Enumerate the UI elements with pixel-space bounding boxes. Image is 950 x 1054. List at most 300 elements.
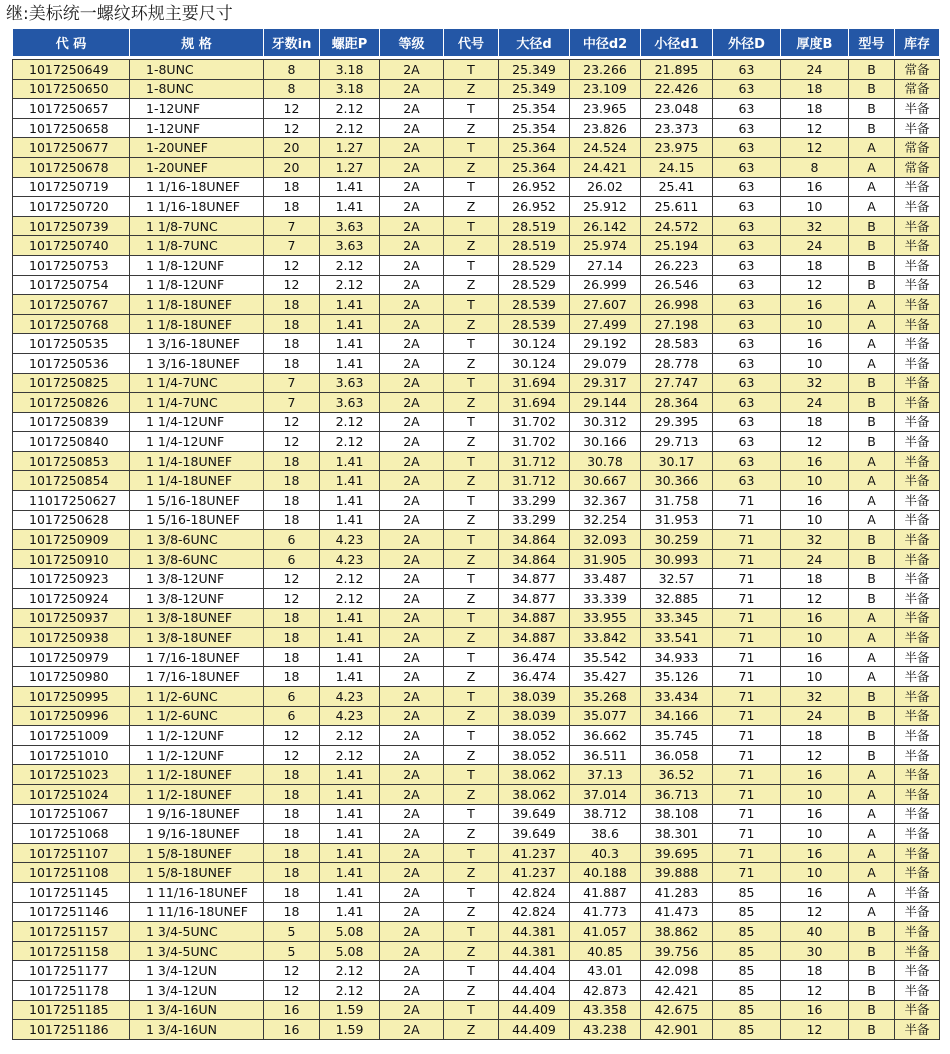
table-cell: A bbox=[849, 197, 895, 217]
table-cell: 26.02 bbox=[570, 177, 641, 197]
table-row bbox=[13, 197, 940, 217]
table-cell: 2.12 bbox=[320, 961, 380, 981]
table-cell: 1 1/4-18UNEF bbox=[130, 471, 264, 491]
table-cell: 39.649 bbox=[499, 804, 570, 824]
table-cell: 20 bbox=[264, 157, 320, 177]
table-cell: 31.702 bbox=[499, 432, 570, 452]
table-cell: 4.23 bbox=[320, 549, 380, 569]
table-cell: 42.824 bbox=[499, 902, 570, 922]
table-cell: 6 bbox=[264, 530, 320, 550]
table-cell: 18 bbox=[264, 314, 320, 334]
table-cell: 18 bbox=[781, 726, 849, 746]
table-cell: 34.166 bbox=[641, 706, 713, 726]
table-cell: 1 1/2-12UNF bbox=[130, 745, 264, 765]
table-cell: 2A bbox=[380, 295, 444, 315]
table-cell: 12 bbox=[264, 589, 320, 609]
table-cell: 36.52 bbox=[641, 765, 713, 785]
table-cell: Z bbox=[444, 353, 499, 373]
table-cell: 37.014 bbox=[570, 784, 641, 804]
table-cell: 3.63 bbox=[320, 373, 380, 393]
table-cell: 18 bbox=[264, 334, 320, 354]
table-cell: 26.142 bbox=[570, 216, 641, 236]
table-cell: 1 1/8-12UNF bbox=[130, 275, 264, 295]
table-cell: 2A bbox=[380, 922, 444, 942]
table-cell: 71 bbox=[713, 608, 781, 628]
table-cell: 半备 bbox=[895, 961, 940, 981]
table-cell: 1.41 bbox=[320, 628, 380, 648]
table-cell: 5.08 bbox=[320, 922, 380, 942]
table-cell: 1.41 bbox=[320, 784, 380, 804]
table-cell: 1017250996 bbox=[13, 706, 130, 726]
table-cell: 1017250628 bbox=[13, 510, 130, 530]
table-cell: 40.188 bbox=[570, 863, 641, 883]
table-cell: 4.23 bbox=[320, 687, 380, 707]
table-cell: A bbox=[849, 314, 895, 334]
table-cell: 42.421 bbox=[641, 980, 713, 1000]
table-cell: 1 1/8-7UNC bbox=[130, 236, 264, 256]
table-cell: 2.12 bbox=[320, 432, 380, 452]
table-cell: 6 bbox=[264, 549, 320, 569]
table-cell: 33.955 bbox=[570, 608, 641, 628]
table-cell: 1 5/16-18UNEF bbox=[130, 491, 264, 511]
table-cell: 2.12 bbox=[320, 745, 380, 765]
table-cell: 63 bbox=[713, 157, 781, 177]
table-cell: 28.364 bbox=[641, 393, 713, 413]
table-cell: A bbox=[849, 491, 895, 511]
table-cell: 25.364 bbox=[499, 157, 570, 177]
table-cell: 41.283 bbox=[641, 882, 713, 902]
table-cell: 38.052 bbox=[499, 745, 570, 765]
column-header: 库存 bbox=[895, 29, 940, 57]
table-cell: 43.01 bbox=[570, 961, 641, 981]
table-cell: 2A bbox=[380, 275, 444, 295]
table-cell: T bbox=[444, 177, 499, 197]
table-cell: 1017250938 bbox=[13, 628, 130, 648]
table-cell: 25.349 bbox=[499, 79, 570, 99]
table-cell: 2A bbox=[380, 784, 444, 804]
table-cell: 1017250980 bbox=[13, 667, 130, 687]
table-cell: 3.63 bbox=[320, 216, 380, 236]
table-cell: 12 bbox=[264, 569, 320, 589]
table-cell: 24 bbox=[781, 706, 849, 726]
table-cell: 28.529 bbox=[499, 255, 570, 275]
table-cell: 1017250826 bbox=[13, 393, 130, 413]
column-header: 牙数in bbox=[264, 29, 320, 57]
table-cell: 2A bbox=[380, 1020, 444, 1040]
table-cell: 38.039 bbox=[499, 687, 570, 707]
table-cell: 29.144 bbox=[570, 393, 641, 413]
table-cell: Z bbox=[444, 667, 499, 687]
table-row bbox=[13, 118, 940, 138]
table-cell: 25.354 bbox=[499, 118, 570, 138]
table-cell: B bbox=[849, 432, 895, 452]
table-cell: 32.885 bbox=[641, 589, 713, 609]
table-cell: 12 bbox=[264, 726, 320, 746]
table-cell: 2A bbox=[380, 804, 444, 824]
table-cell: 常备 bbox=[895, 138, 940, 158]
table-cell: 27.499 bbox=[570, 314, 641, 334]
table-cell: 63 bbox=[713, 275, 781, 295]
table-row bbox=[13, 745, 940, 765]
table-cell: 32 bbox=[781, 530, 849, 550]
table-row bbox=[13, 373, 940, 393]
table-cell: 7 bbox=[264, 216, 320, 236]
table-cell: A bbox=[849, 471, 895, 491]
table-cell: 12 bbox=[264, 99, 320, 119]
table-cell: 42.901 bbox=[641, 1020, 713, 1040]
table-cell: 38.062 bbox=[499, 765, 570, 785]
table-cell: 2A bbox=[380, 706, 444, 726]
table-cell: A bbox=[849, 824, 895, 844]
table-cell: 18 bbox=[264, 863, 320, 883]
table-cell: 63 bbox=[713, 216, 781, 236]
table-cell: 18 bbox=[781, 961, 849, 981]
table-cell: 44.381 bbox=[499, 941, 570, 961]
table-cell: 30.667 bbox=[570, 471, 641, 491]
table-cell: 26.546 bbox=[641, 275, 713, 295]
table-cell: 1017250753 bbox=[13, 255, 130, 275]
table-cell: 8 bbox=[264, 60, 320, 80]
table-cell: 半备 bbox=[895, 412, 940, 432]
table-cell: 30.124 bbox=[499, 353, 570, 373]
table-cell: Z bbox=[444, 275, 499, 295]
table-cell: 1.41 bbox=[320, 334, 380, 354]
table-cell: 2A bbox=[380, 608, 444, 628]
table-row bbox=[13, 60, 940, 80]
table-cell: T bbox=[444, 216, 499, 236]
table-cell: 1 1/2-6UNC bbox=[130, 687, 264, 707]
table-cell: 31.905 bbox=[570, 549, 641, 569]
table-cell: 34.864 bbox=[499, 530, 570, 550]
table-cell: 39.695 bbox=[641, 843, 713, 863]
table-cell: 25.364 bbox=[499, 138, 570, 158]
table-cell: 4.23 bbox=[320, 706, 380, 726]
table-cell: 23.266 bbox=[570, 60, 641, 80]
table-cell: 26.952 bbox=[499, 177, 570, 197]
table-cell: T bbox=[444, 530, 499, 550]
table-cell: 1 1/8-18UNEF bbox=[130, 314, 264, 334]
table-cell: 35.077 bbox=[570, 706, 641, 726]
table-cell: 25.354 bbox=[499, 99, 570, 119]
table-cell: 2A bbox=[380, 157, 444, 177]
table-cell: 30.78 bbox=[570, 451, 641, 471]
table-cell: T bbox=[444, 647, 499, 667]
table-row bbox=[13, 412, 940, 432]
table-cell: 71 bbox=[713, 765, 781, 785]
table-cell: 1.41 bbox=[320, 197, 380, 217]
table-cell: 2A bbox=[380, 451, 444, 471]
table-cell: 2A bbox=[380, 902, 444, 922]
table-cell: 32.254 bbox=[570, 510, 641, 530]
table-cell: 1 11/16-18UNEF bbox=[130, 902, 264, 922]
table-row bbox=[13, 1020, 940, 1040]
table-cell: 30.17 bbox=[641, 451, 713, 471]
table-cell: T bbox=[444, 608, 499, 628]
table-cell: 半备 bbox=[895, 922, 940, 942]
table-cell: B bbox=[849, 275, 895, 295]
table-cell: 16 bbox=[781, 491, 849, 511]
table-cell: Z bbox=[444, 432, 499, 452]
table-cell: 7 bbox=[264, 393, 320, 413]
table-cell: 33.434 bbox=[641, 687, 713, 707]
table-row bbox=[13, 922, 940, 942]
table-row bbox=[13, 255, 940, 275]
table-cell: 33.299 bbox=[499, 510, 570, 530]
table-row bbox=[13, 491, 940, 511]
table-cell: B bbox=[849, 1020, 895, 1040]
table-cell: 8 bbox=[781, 157, 849, 177]
table-cell: 37.13 bbox=[570, 765, 641, 785]
table-row bbox=[13, 667, 940, 687]
table-cell: T bbox=[444, 569, 499, 589]
table-cell: 1.59 bbox=[320, 1000, 380, 1020]
table-cell: 12 bbox=[264, 432, 320, 452]
table-cell: 半备 bbox=[895, 843, 940, 863]
table-cell: Z bbox=[444, 79, 499, 99]
column-header: 型号 bbox=[849, 29, 895, 57]
table-cell: 半备 bbox=[895, 275, 940, 295]
table-cell: 32.57 bbox=[641, 569, 713, 589]
column-header: 外径D bbox=[713, 29, 781, 57]
table-cell: Z bbox=[444, 902, 499, 922]
table-cell: 63 bbox=[713, 255, 781, 275]
table-cell: 2.12 bbox=[320, 412, 380, 432]
table-cell: 2A bbox=[380, 373, 444, 393]
table-cell: 29.713 bbox=[641, 432, 713, 452]
table-cell: 27.14 bbox=[570, 255, 641, 275]
table-cell: 1017250768 bbox=[13, 314, 130, 334]
table-cell: A bbox=[849, 882, 895, 902]
table-cell: 半备 bbox=[895, 589, 940, 609]
table-cell: 半备 bbox=[895, 295, 940, 315]
table-cell: 半备 bbox=[895, 1000, 940, 1020]
table-cell: 44.404 bbox=[499, 961, 570, 981]
table-row bbox=[13, 863, 940, 883]
table-cell: 半备 bbox=[895, 608, 940, 628]
table-cell: 1017250825 bbox=[13, 373, 130, 393]
table-cell: 1017251158 bbox=[13, 941, 130, 961]
table-cell: 半备 bbox=[895, 980, 940, 1000]
table-cell: 1017250678 bbox=[13, 157, 130, 177]
table-cell: 2A bbox=[380, 216, 444, 236]
table-cell: 4.23 bbox=[320, 530, 380, 550]
table-cell: 23.048 bbox=[641, 99, 713, 119]
table-cell: 33.299 bbox=[499, 491, 570, 511]
table-cell: 25.912 bbox=[570, 197, 641, 217]
table-cell: 38.301 bbox=[641, 824, 713, 844]
table-cell: 3.63 bbox=[320, 393, 380, 413]
table-cell: 23.965 bbox=[570, 99, 641, 119]
table-cell: 26.999 bbox=[570, 275, 641, 295]
table-cell: 24.572 bbox=[641, 216, 713, 236]
table-cell: 1 1/4-7UNC bbox=[130, 393, 264, 413]
table-cell: 33.842 bbox=[570, 628, 641, 648]
table-cell: 28.778 bbox=[641, 353, 713, 373]
table-cell: 12 bbox=[781, 745, 849, 765]
table-cell: 1.41 bbox=[320, 510, 380, 530]
table-cell: 63 bbox=[713, 451, 781, 471]
table-cell: 2A bbox=[380, 432, 444, 452]
table-cell: 半备 bbox=[895, 255, 940, 275]
table-cell: T bbox=[444, 687, 499, 707]
table-cell: 27.607 bbox=[570, 295, 641, 315]
table-cell: 1 1/16-18UNEF bbox=[130, 197, 264, 217]
table-row bbox=[13, 726, 940, 746]
table-cell: 半备 bbox=[895, 451, 940, 471]
table-row bbox=[13, 432, 940, 452]
table-cell: 24.15 bbox=[641, 157, 713, 177]
table-cell: 44.409 bbox=[499, 1020, 570, 1040]
table-cell: 30.166 bbox=[570, 432, 641, 452]
table-cell: 1017251185 bbox=[13, 1000, 130, 1020]
table-cell: 41.773 bbox=[570, 902, 641, 922]
table-cell: 2.12 bbox=[320, 275, 380, 295]
table-row bbox=[13, 608, 940, 628]
column-header: 小径d1 bbox=[641, 29, 713, 57]
table-cell: 常备 bbox=[895, 79, 940, 99]
table-cell: 30 bbox=[781, 941, 849, 961]
table-cell: 34.877 bbox=[499, 589, 570, 609]
table-cell: 26.223 bbox=[641, 255, 713, 275]
table-cell: 25.974 bbox=[570, 236, 641, 256]
table-cell: T bbox=[444, 255, 499, 275]
table-cell: 1-12UNF bbox=[130, 99, 264, 119]
table-cell: B bbox=[849, 589, 895, 609]
table-cell: T bbox=[444, 373, 499, 393]
table-cell: 2A bbox=[380, 412, 444, 432]
table-cell: 35.268 bbox=[570, 687, 641, 707]
table-cell: 1017250909 bbox=[13, 530, 130, 550]
table-cell: 10 bbox=[781, 863, 849, 883]
table-cell: B bbox=[849, 99, 895, 119]
table-cell: 44.381 bbox=[499, 922, 570, 942]
table-cell: 1.41 bbox=[320, 353, 380, 373]
table-cell: B bbox=[849, 236, 895, 256]
table-cell: 1 9/16-18UNEF bbox=[130, 824, 264, 844]
table-cell: 36.058 bbox=[641, 745, 713, 765]
table-row bbox=[13, 882, 940, 902]
table-cell: 41.237 bbox=[499, 863, 570, 883]
table-cell: Z bbox=[444, 1020, 499, 1040]
table-cell: 18 bbox=[264, 647, 320, 667]
table-cell: B bbox=[849, 549, 895, 569]
table-cell: 31.694 bbox=[499, 393, 570, 413]
table-cell: 28.539 bbox=[499, 295, 570, 315]
table-cell: 23.109 bbox=[570, 79, 641, 99]
table-cell: Z bbox=[444, 236, 499, 256]
table-cell: 常备 bbox=[895, 157, 940, 177]
table-cell: 1 3/8-6UNC bbox=[130, 549, 264, 569]
table-cell: 2.12 bbox=[320, 726, 380, 746]
table-cell: 1.41 bbox=[320, 667, 380, 687]
table-cell: 1017251146 bbox=[13, 902, 130, 922]
table-cell: 63 bbox=[713, 236, 781, 256]
table-cell: 24.421 bbox=[570, 157, 641, 177]
table-cell: 25.41 bbox=[641, 177, 713, 197]
table-cell: 18 bbox=[264, 608, 320, 628]
table-cell: 10 bbox=[781, 471, 849, 491]
table-cell: 1017251157 bbox=[13, 922, 130, 942]
table-cell: 2.12 bbox=[320, 589, 380, 609]
table-cell: 16 bbox=[781, 177, 849, 197]
table-cell: 1 1/4-7UNC bbox=[130, 373, 264, 393]
table-cell: 半备 bbox=[895, 804, 940, 824]
table-cell: 1017250650 bbox=[13, 79, 130, 99]
table-cell: 42.098 bbox=[641, 961, 713, 981]
table-cell: 10 bbox=[781, 353, 849, 373]
table-cell: 18 bbox=[264, 824, 320, 844]
table-cell: 63 bbox=[713, 99, 781, 119]
table-cell: 63 bbox=[713, 471, 781, 491]
table-cell: 半备 bbox=[895, 569, 940, 589]
table-cell: B bbox=[849, 118, 895, 138]
table-cell: 24 bbox=[781, 236, 849, 256]
table-cell: 5.08 bbox=[320, 941, 380, 961]
table-cell: 半备 bbox=[895, 393, 940, 413]
table-cell: 1017251023 bbox=[13, 765, 130, 785]
table-row bbox=[13, 295, 940, 315]
column-header: 中径d2 bbox=[570, 29, 641, 57]
table-cell: 1-12UNF bbox=[130, 118, 264, 138]
table-cell: 27.747 bbox=[641, 373, 713, 393]
table-cell: 半备 bbox=[895, 902, 940, 922]
table-row bbox=[13, 804, 940, 824]
table-cell: 26.952 bbox=[499, 197, 570, 217]
table-cell: 2A bbox=[380, 177, 444, 197]
table-cell: 1.41 bbox=[320, 882, 380, 902]
table-cell: 12 bbox=[781, 1020, 849, 1040]
table-cell: 1017250854 bbox=[13, 471, 130, 491]
table-row bbox=[13, 157, 940, 177]
table-cell: 1017251067 bbox=[13, 804, 130, 824]
table-cell: 25.349 bbox=[499, 60, 570, 80]
table-cell: B bbox=[849, 687, 895, 707]
table-cell: Z bbox=[444, 863, 499, 883]
table-cell: 85 bbox=[713, 922, 781, 942]
table-cell: 2A bbox=[380, 510, 444, 530]
table-cell: 18 bbox=[264, 784, 320, 804]
table-cell: Z bbox=[444, 471, 499, 491]
table-cell: 10 bbox=[781, 667, 849, 687]
table-cell: 18 bbox=[264, 471, 320, 491]
table-cell: 10 bbox=[781, 510, 849, 530]
table-cell: 1.41 bbox=[320, 471, 380, 491]
table-row bbox=[13, 79, 940, 99]
table-cell: 2A bbox=[380, 843, 444, 863]
table-cell: A bbox=[849, 843, 895, 863]
table-cell: 2A bbox=[380, 824, 444, 844]
table-cell: 30.366 bbox=[641, 471, 713, 491]
table-cell: 1.41 bbox=[320, 804, 380, 824]
table-cell: 31.712 bbox=[499, 471, 570, 491]
table-cell: 12 bbox=[781, 138, 849, 158]
table-cell: 20 bbox=[264, 138, 320, 158]
table-cell: 1017251068 bbox=[13, 824, 130, 844]
table-cell: 1017250677 bbox=[13, 138, 130, 158]
table-cell: 半备 bbox=[895, 941, 940, 961]
table-cell: A bbox=[849, 863, 895, 883]
table-cell: 1 3/8-18UNEF bbox=[130, 608, 264, 628]
table-cell: 16 bbox=[264, 1000, 320, 1020]
table-cell: 2A bbox=[380, 491, 444, 511]
table-cell: 半备 bbox=[895, 373, 940, 393]
table-cell: T bbox=[444, 412, 499, 432]
table-cell: T bbox=[444, 922, 499, 942]
table-cell: 1 3/4-5UNC bbox=[130, 941, 264, 961]
table-cell: 6 bbox=[264, 706, 320, 726]
table-row bbox=[13, 589, 940, 609]
table-cell: 1 3/4-16UN bbox=[130, 1020, 264, 1040]
